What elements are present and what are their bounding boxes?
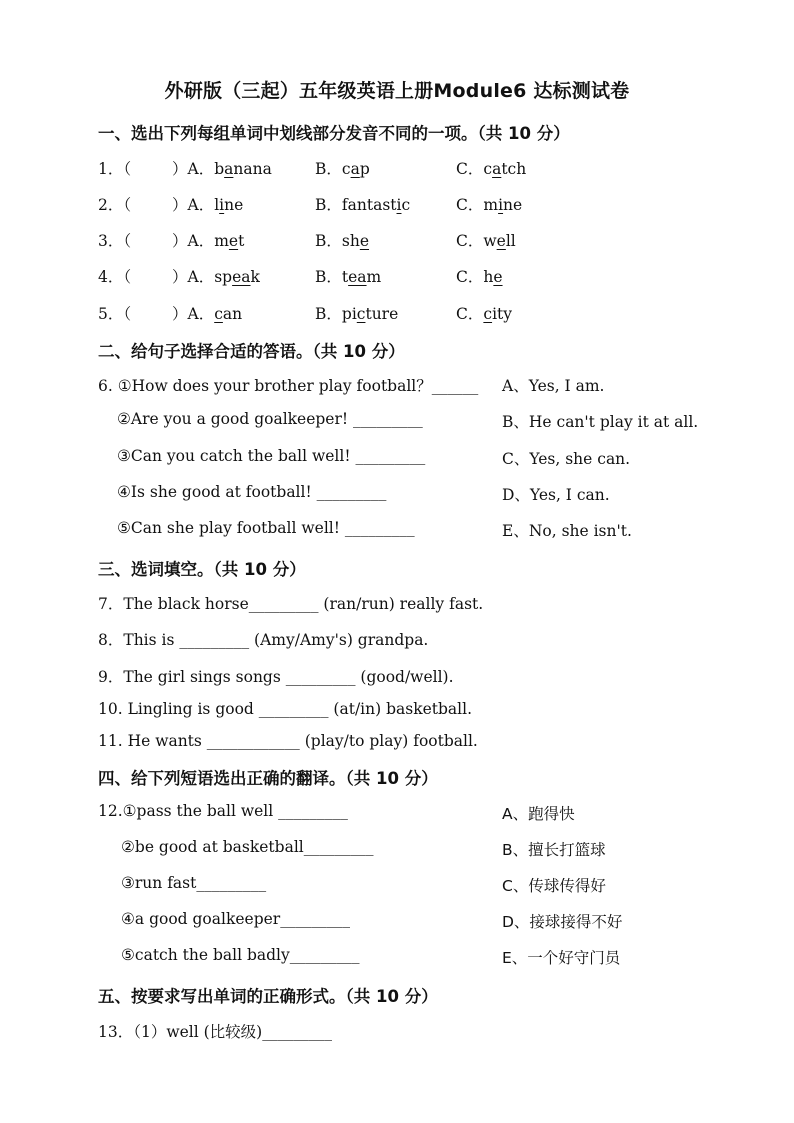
section-5-heading: 五、按要求写出单词的正确形式。（共 10 分） <box>98 987 438 1006</box>
question-6-5: ⑤Can she play football well! _________ <box>117 519 415 537</box>
option-b: B．fantastic <box>315 196 411 214</box>
option-a: ）A．met <box>172 232 245 250</box>
option-c-word: he <box>483 268 503 286</box>
section-3-heading: 三、选词填空。（共 10 分） <box>98 560 306 579</box>
option-b: B．picture <box>315 305 399 323</box>
option-b-word: she <box>341 232 370 250</box>
option-c-word: city <box>483 305 513 323</box>
translation-option-d: D、接球接得不好 <box>502 913 623 931</box>
option-a: ）A．banana <box>172 160 272 178</box>
option-b-word: cap <box>341 160 370 178</box>
option-c-word: mine <box>483 196 523 214</box>
option-a-word: line <box>214 196 244 214</box>
phrase-12-2: ②be good at basketball_________ <box>121 838 374 856</box>
option-b-word: picture <box>341 305 399 323</box>
answer-option-e: E、No, she isn't. <box>502 522 632 540</box>
option-c: C．catch <box>456 160 527 178</box>
section-4-heading: 四、给下列短语选出正确的翻译。（共 10 分） <box>98 769 438 788</box>
option-c: C．mine <box>456 196 523 214</box>
translation-option-c: C、传球传得好 <box>502 877 606 895</box>
option-c-word: well <box>483 232 516 250</box>
phrase-12-5: ⑤catch the ball badly_________ <box>121 946 360 964</box>
question-1-number: 1．（ <box>98 160 132 178</box>
option-a-word: met <box>214 232 245 250</box>
question-6-1: 6. ①How does your brother play football？______ <box>98 377 479 395</box>
question-10: 10. Lingling is good _________ (at/in) basketball. <box>98 700 472 718</box>
option-a: ）A．line <box>172 196 244 214</box>
option-a-word: banana <box>214 160 272 178</box>
question-3-number: 3．（ <box>98 232 132 250</box>
option-b-word: team <box>341 268 382 286</box>
option-b: B．cap <box>315 160 370 178</box>
phrase-12-4: ④a good goalkeeper_________ <box>121 910 350 928</box>
question-11: 11. He wants ____________ (play/to play) football. <box>98 732 478 750</box>
question-9: 9．The girl sings songs _________ (good/well). <box>98 668 454 686</box>
question-7: 7．The black horse_________ (ran/run) really fast. <box>98 595 484 613</box>
question-2-number: 2．（ <box>98 196 132 214</box>
option-c: C．city <box>456 305 513 323</box>
section-1-heading: 一、选出下列每组单词中划线部分发音不同的一项。（共 10 分） <box>98 124 570 143</box>
question-6-3: ③Can you catch the ball well! _________ <box>117 447 426 465</box>
section-2-heading: 二、给句子选择合适的答语。（共 10 分） <box>98 342 405 361</box>
answer-option-d: D、Yes, I can. <box>502 486 610 504</box>
answer-option-c: C、Yes, she can. <box>502 450 631 468</box>
option-a-word: can <box>214 305 243 323</box>
option-b-word: fantastic <box>341 196 411 214</box>
translation-option-e: E、一个好守门员 <box>502 949 621 967</box>
phrase-12-3: ③run fast_________ <box>121 874 267 892</box>
phrase-12-1: 12.①pass the ball well _________ <box>98 802 348 820</box>
translation-option-b: B、擅长打篮球 <box>502 841 606 859</box>
answer-option-a: A、Yes, I am. <box>502 377 605 395</box>
page-title: 外研版（三起）五年级英语上册Module6 达标测试卷 <box>164 80 630 102</box>
answer-option-b: B、He can't play it at all. <box>502 413 699 431</box>
option-c: C．he <box>456 268 503 286</box>
option-a: ）A．speak <box>172 268 260 286</box>
question-13-1: 13．（1）well (比较级)_________ <box>98 1023 332 1041</box>
option-a-word: speak <box>214 268 260 286</box>
question-6-2: ②Are you a good goalkeeper! _________ <box>117 410 423 428</box>
option-a: ）A．can <box>172 305 243 323</box>
option-b: B．she <box>315 232 370 250</box>
option-c-word: catch <box>483 160 527 178</box>
question-8: 8．This is _________ (Amy/Amy's) grandpa. <box>98 631 429 649</box>
translation-option-a: A、跑得快 <box>502 805 575 823</box>
question-4-number: 4．（ <box>98 268 132 286</box>
option-c: C．well <box>456 232 516 250</box>
question-6-4: ④Is she good at football! _________ <box>117 483 387 501</box>
question-5-number: 5．（ <box>98 305 132 323</box>
option-b: B．team <box>315 268 382 286</box>
